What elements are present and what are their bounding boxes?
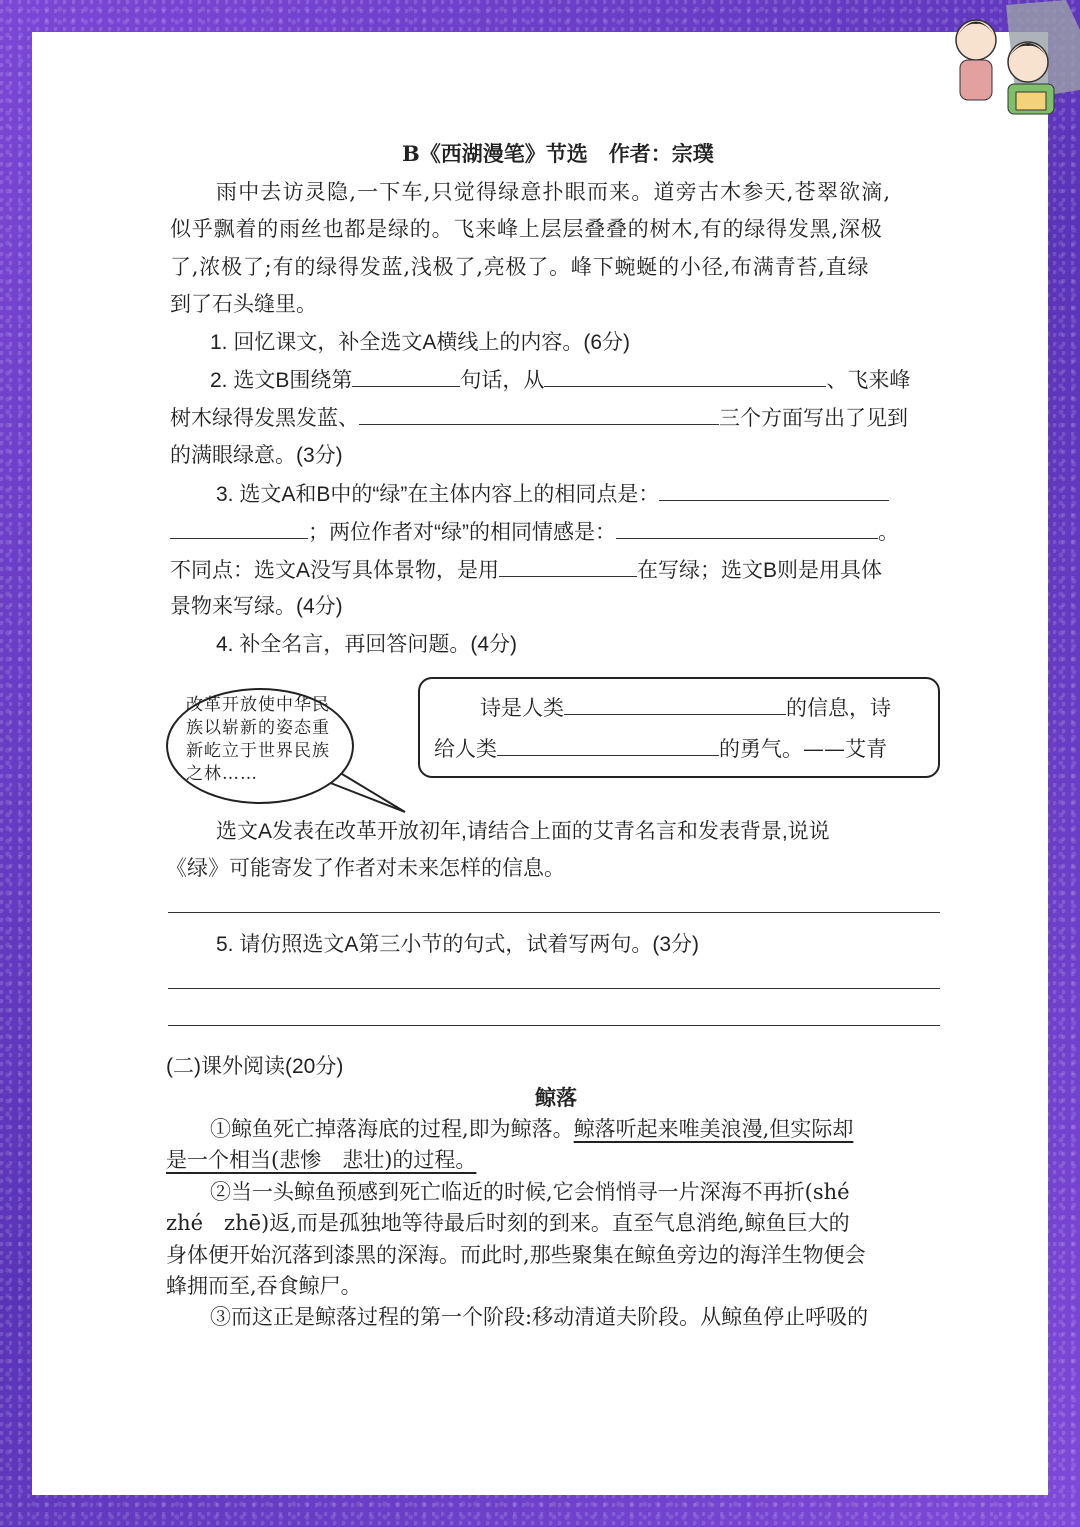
article-title: 鲸落 [535,1085,577,1110]
question-3-part: 3. 选文A和B中的“绿”在主体内容上的相同点是： [216,483,660,506]
question-2-part: 树木绿得发黑发蓝、 [170,407,359,430]
question-2-part: 句话，从 [460,369,545,392]
section-heading: (二)课外阅读(20分) [166,1055,344,1078]
passage-b-line: 雨中去访灵隐,一下车,只觉得绿意扑眼而来。道旁古木参天,苍翠欲滴, [216,180,892,204]
answer-line[interactable] [168,1025,940,1026]
question-5: 5. 请仿照选文A第三小节的句式，试着写两句。(3分) [216,933,700,956]
paragraph-2-line: 蜂拥而至,吞食鲸尸。 [166,1274,362,1298]
answer-blank[interactable] [170,520,308,539]
answer-blank[interactable] [499,558,637,577]
quote-part: 给人类 [434,737,497,761]
passage-b-line: 似乎飘着的雨丝也都是绿的。飞来峰上层层叠叠的树木,有的绿得发黑,深极 [170,217,883,241]
quote-part: 的信息，诗 [786,696,891,720]
answer-blank[interactable] [352,368,460,387]
quote-part: 诗是人类 [480,696,564,720]
question-3-part: 。 [878,521,899,544]
reading-children-illustration [946,0,1080,120]
answer-blank[interactable] [659,482,889,501]
answer-blank[interactable] [359,406,719,425]
passage-b-line: 到了石头缝里。 [170,292,317,316]
underlined-sentence: 鲸落听起来唯美浪漫,但实际却 [573,1117,854,1141]
question-2-part: 的满眼绿意。(3分) [170,444,343,467]
passage-b-line: 了,浓极了;有的绿得发蓝,浅极了,亮极了。峰下蜿蜒的小径,布满青苔,直绿 [170,255,870,279]
question-4-prompt: 选文A发表在改革开放初年,请结合上面的艾青名言和发表背景,说说 [216,820,830,843]
question-3-part: 在写绿；选文B则是用具体 [637,559,883,582]
answer-blank[interactable] [616,520,878,539]
question-2-part: 2. 选文B围绕第 [210,369,353,392]
paragraph-3-line: ③而这正是鲸落过程的第一个阶段:移动清道夫阶段。从鲸鱼停止呼吸的 [210,1305,869,1329]
question-3-part: 不同点：选文A没写具体景物，是用 [170,559,500,582]
passage-b-heading: B《西湖漫笔》节选 作者：宗璞 [402,141,714,166]
question-1: 1. 回忆课文，补全选文A横线上的内容。(6分) [210,331,631,354]
question-2-part: 三个方面写出了见到 [719,407,908,430]
question-3-part: 景物来写绿。(4分) [170,595,343,618]
speech-bubble-text: 改革开放使中华民族以崭新的姿态重新屹立于世界民族之林…… [186,695,330,784]
paragraph-2-line: ②当一头鲸鱼预感到死亡临近的时候,它会悄悄寻一片深海不再折(shé [210,1180,850,1204]
question-3-part: ；两位作者对“绿”的相同情感是： [308,521,616,544]
paragraph-2-line: zhé zhē)返,而是孤独地等待最后时刻的到来。直至气息消绝,鲸鱼巨大的 [166,1211,850,1235]
quote-part: 的勇气。——艾青 [719,737,887,761]
question-2-part: 、飞来峰 [826,369,911,392]
answer-blank[interactable] [497,737,719,756]
underlined-sentence: 是一个相当(悲惨 悲壮)的过程。 [166,1148,477,1172]
paragraph-1: ①鲸鱼死亡掉落海底的过程,即为鲸落。 [210,1117,574,1141]
answer-line[interactable] [168,912,940,913]
question-4: 4. 补全名言，再回答问题。(4分) [216,633,518,656]
paragraph-2-line: 身体便开始沉落到漆黑的深海。而此时,那些聚集在鲸鱼旁边的海洋生物便会 [166,1243,866,1267]
answer-blank[interactable] [564,696,786,715]
answer-line[interactable] [168,988,940,989]
question-4-prompt: 《绿》可能寄发了作者对未来怎样的信息。 [166,857,565,880]
answer-blank[interactable] [544,368,826,387]
